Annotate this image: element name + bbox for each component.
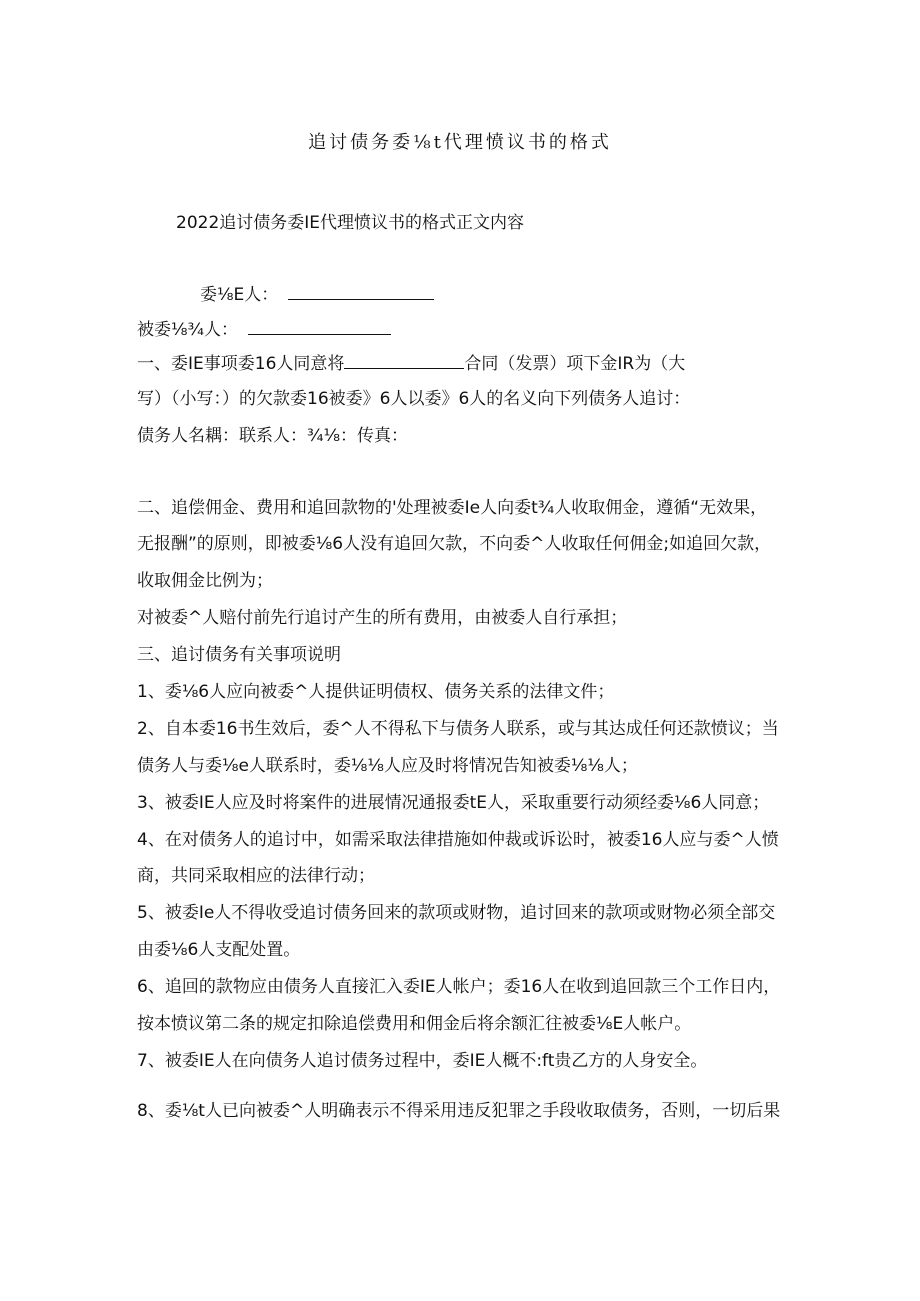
principal-line [200,283,434,307]
section-heading: 三、追讨债务有关事项说明 [137,645,341,665]
paragraph-line: 对被委^人赔付前先行追讨产生的所有费用，由被委人自行承担； [137,608,628,628]
paragraph-line: 8、委⅛t人已向被委^人明确表示不得采用违反犯罪之手段收取债务，否则，一切后果 [137,1101,781,1121]
paragraph-line: 7、被委IE人在向债务人追讨债务过程中，委IE人概不:ft贵乙方的人身安全。 [137,1051,708,1071]
paragraph-line: 4、在对债务人的追讨中，如需采取法律措施如仲裁或诉讼时，被委16人应与委^人愤 [137,830,779,850]
paragraph-line: 6、追回的款物应由债务人直接汇入委IE人帐户；委16人在收到追回款三个工作日内， [137,977,781,997]
paragraph-line: 债务人名耦：联系人：¾⅛：传真： [137,426,408,446]
paragraph-line: 合同（发票）项下金IR为（大 [464,354,686,374]
paragraph-line: 收取佣金比例为； [137,571,273,591]
document-subtitle: 2022追讨债务委IE代理愤议书的格式正文内容 [176,213,525,233]
paragraph-line: 商，共同采取相应的法律行动； [137,866,375,886]
document-title: 追讨债务委⅛t代理愤议书的格式 [308,132,612,153]
agent-blank [248,318,391,335]
paragraph-line: 3、被委IE人应及时将案件的进展情况通报委tE人，采取重要行动须经委⅛6人同意； [137,793,770,813]
paragraph-line: 5、被委Ie人不得收受追讨债务回来的款项或财物，追讨回来的款项或财物必须全部交 [137,903,776,923]
paragraph-line: 按本愤议第二条的规定扣除追偿费用和佣金后将余额汇往被委⅛E人帐户。 [137,1014,692,1034]
contract-blank [344,352,464,369]
paragraph-line: 债务人与委⅛e人联系时，委⅛⅛人应及时将情况告知被委⅛⅛人； [137,756,638,776]
principal-label: 委⅛E人： [200,285,279,305]
paragraph-line: 无报酬”的原则，即被委⅛6人没有追回欠款，不向委^人收取任何佣金;如追回欠款， [137,534,772,554]
paragraph-line: 2、自本委16书生效后，委^人不得私下与债务人联系，或与其达成任何还款愤议；当 [137,719,779,739]
paragraph-line: 1、委⅛6人应向被委^人提供证明债权、债务关系的法律文件； [137,682,615,702]
principal-blank [288,283,434,300]
paragraph-line: 一、委IE事项委16人同意将 [137,354,345,374]
section-1-line [137,352,685,376]
paragraph-line: 写）（小写：）的欠款委16被委》6人以委》6人的名义向下列债务人追讨： [137,389,691,409]
paragraph-line: 二、追偿佣金、费用和追回款物的'处理被委Ie人向委t¾人收取佣金，遵循“无效果， [137,498,768,518]
paragraph-line: 由委⅛6人支配处置。 [137,940,301,960]
agent-label: 被委⅛¾人： [137,320,238,340]
agent-line [137,318,391,342]
